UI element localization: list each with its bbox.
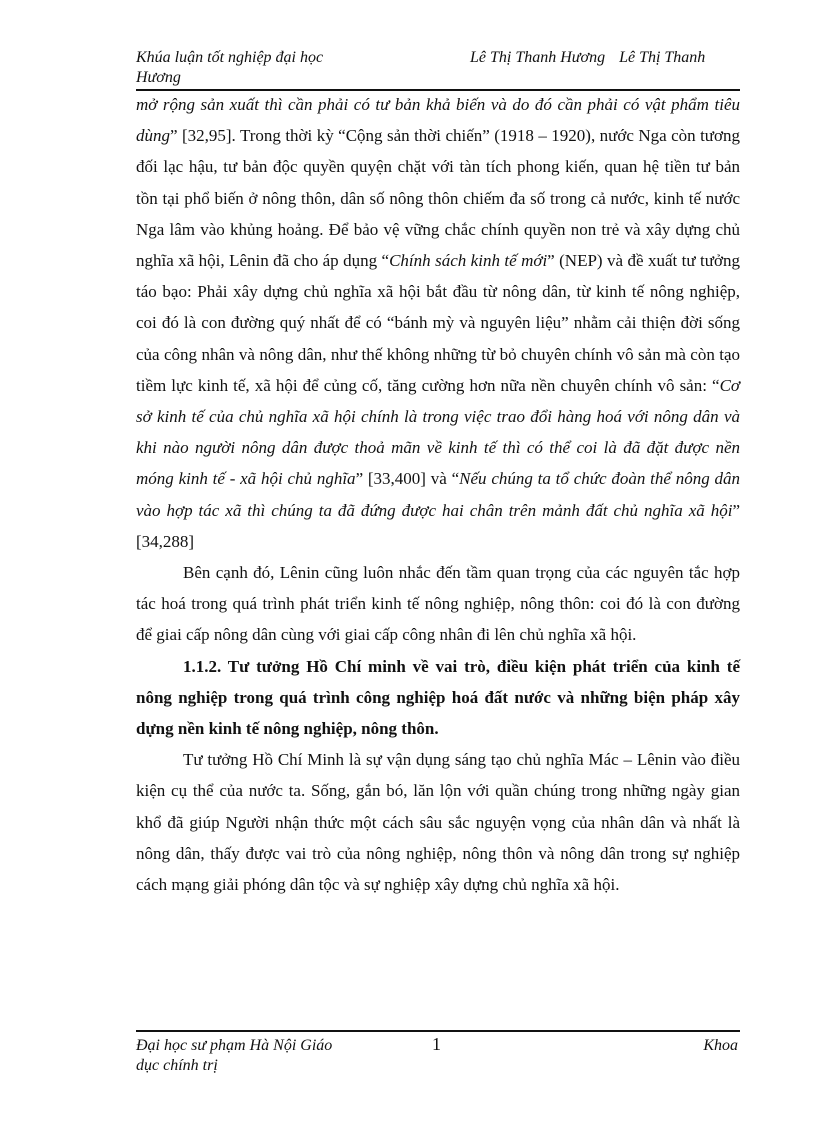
footer-university: Đại học sư phạm Hà Nội Giáo dục chính trị [136,1037,333,1074]
header-author-1: Lê Thị Thanh Hương [470,49,606,66]
paragraph-lenin-nep [136,89,740,557]
page-header [136,48,740,88]
page-body [136,89,740,900]
quote-intro: mở rộng sản xuất thì cần phải có tư bản khả biến và do đó cần phải có vật phẩm tiêu dùng [136,95,740,146]
quote-lenin-2: Nếu chúng ta tổ chức đoàn thể nông dân vào hợp tác xã thì chúng ta đã đứng được hai chân trên mảnh đất chủ nghĩa xã hội [136,469,740,520]
paragraph-text: ” [33,400] và “ [355,469,460,489]
quote-lenin-1: Cơ sở kinh tế của chủ nghĩa xã hội chính là trong việc trao đổi hàng hoá với nông dân và khi nào người nông dân được thoả mãn về kinh tế thì có thể coi là đã đặt được nền móng kinh tế - xã hội chủ nghĩa [136,375,740,489]
paragraph-ho-chi-minh: Tư tưởng Hồ Chí Minh là sự vận dụng sáng tạo chủ nghĩa Mác – Lênin vào điều kiện cụ thể của nước ta. Sống, gắn bó, lăn lộn với quần chúng trong những ngày gian khổ đã giúp Người nhận thức một cách sâu sắc nguyện vọng của nhân dân và nhất là nông dân, thấy được vai trò của nông nghiệp, nông thôn và nông dân trong sự nghiệp cách mạng giải phóng dân tộc và sự nghiệp xây dựng chủ nghĩa xã hội. [136,750,740,895]
footer-faculty: Khoa [703,1037,738,1054]
footer-rule [136,1030,740,1032]
paragraph-text: ” (NEP) và đề xuất tư tưởng táo bạo: Phải xây dựng chủ nghĩa xã hội bắt đầu từ nông dân, từ kinh tế nông nghiệp, coi đó là con đường quý nhất để có “bánh mỳ và nguyên liệu” nhằm cải thiện đời sống của công nhân và nông dân, như thế không những từ bỏ chuyên chính vô sản mà còn tạo tiềm lực kinh tế, xã hội để củng cố, tăng cường hơn nữa nền chuyên chính vô sản: “ [136,251,740,395]
header-authors [470,48,705,68]
paragraph-cooperatives: Bên cạnh đó, Lênin cũng luôn nhắc đến tầm quan trọng của các nguyên tắc hợp tác hoá trong quá trình phát triển kinh tế nông nghiệp, nông thôn: coi đó là con đường để giai cấp nông dân cùng với giai cấp công nhân đi lên chủ nghĩa xã hội. [136,563,740,645]
header-thesis-title: Khúa luận tốt nghiệp đại học Hương [136,49,324,86]
paragraph-text: ” [32,95]. Trong thời kỳ “Cộng sản thời chiến” (1918 – 1920), nước Nga còn tương đối lạc hậu, tư bản độc quyền quyện chặt với tàn tích phong kiến, quan hệ tiền tư bản tồn tại phổ biến ở nông thôn, dân số nông thôn chiếm đa số trong cả nước, kinh tế nước Nga lâm vào khủng hoảng. Để bảo vệ vững chắc chính quyền non trẻ và xây dựng chủ nghĩa xã hội, Lênin đã cho áp dụng “ [136,126,740,271]
policy-name: Chính sách kinh tế mới [389,251,548,271]
paragraph-text: ” [34,288] [136,500,740,551]
page-number: 1 [432,1034,441,1054]
page-footer [136,1036,740,1076]
header-author-2: Lê Thị Thanh [619,49,706,66]
section-heading: 1.1.2. Tư tưởng Hồ Chí minh về vai trò, điều kiện phát triển của kinh tế nông nghiệp trong quá trình công nghiệp hoá đất nước và những biện pháp xây dựng nền kinh tế nông nghiệp, nông thôn. [136,656,740,739]
